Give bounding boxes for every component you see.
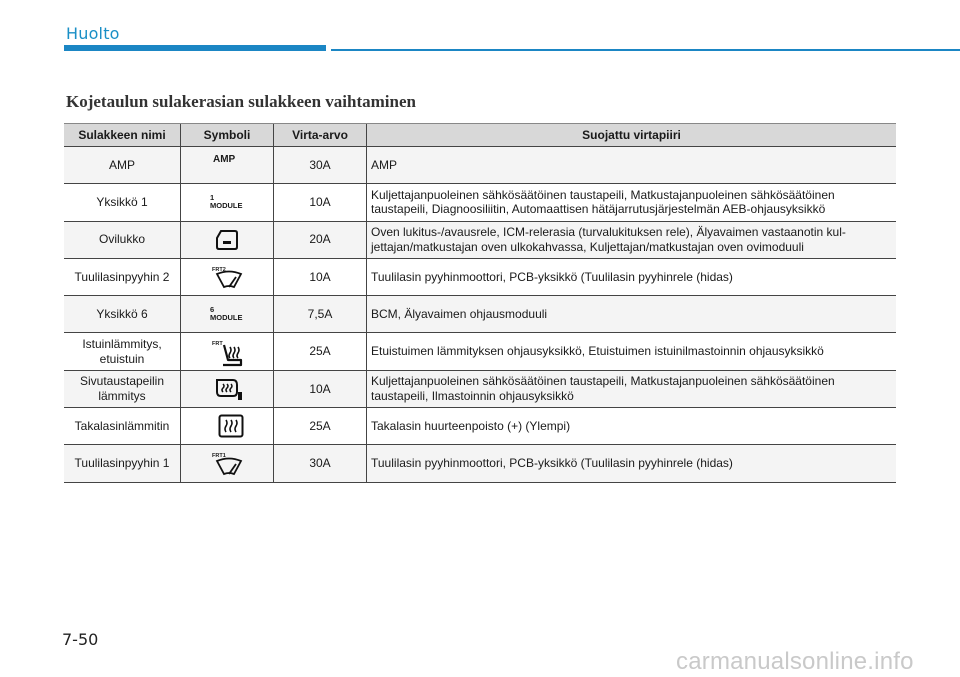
fuse-symbol: [181, 445, 274, 482]
rear-defrost-icon: [218, 414, 244, 438]
fuse-symbol: [181, 258, 274, 295]
table-row: [64, 370, 896, 407]
fuse-name: AMP: [64, 147, 181, 184]
fuse-name: Ovilukko: [64, 221, 181, 258]
fuse-symbol: [181, 147, 274, 184]
table-row: [64, 408, 896, 445]
column-header-symbol: Symboli: [181, 124, 274, 147]
module-label: MODULE: [210, 312, 243, 322]
fuse-name: Sivutaustapeilin lämmitys: [64, 370, 181, 407]
fuse-symbol: [181, 221, 274, 258]
table-row: [64, 258, 896, 295]
table-row: [64, 445, 896, 482]
fuse-rating: 30A: [274, 445, 367, 482]
module-number: 1: [210, 192, 215, 202]
table-row: [64, 184, 896, 221]
table-row: [64, 147, 896, 184]
module-1-icon: [210, 194, 243, 210]
fuse-name: Tuulilasinpyyhin 2: [64, 258, 181, 295]
section-bar-rule: [331, 49, 960, 51]
table-row: [64, 296, 896, 333]
fuse-rating: 10A: [274, 370, 367, 407]
section-title: Huolto: [66, 24, 120, 43]
fuse-symbol: [181, 408, 274, 445]
fuse-symbol: [181, 333, 274, 370]
page-number: 7-50: [62, 630, 99, 649]
fuse-circuit: Etuistuimen lämmityksen ohjausyksikkö, Etuistuimen istuinilmastoinnin ohjausyksikkö: [367, 333, 897, 370]
fuse-circuit: AMP: [367, 147, 897, 184]
fuse-table: [64, 123, 896, 483]
door-lock-icon: [215, 229, 239, 251]
symbol-tag: FRT: [212, 341, 223, 348]
fuse-circuit: Takalasin huurteenpoisto (+) (Ylempi): [367, 408, 897, 445]
fuse-circuit: Tuulilasin pyyhinmoottori, PCB-yksikkö (Tuulilasin pyyhinrele (hidas): [367, 258, 897, 295]
column-header-rating: Virta-arvo: [274, 124, 367, 147]
fuse-circuit: Oven lukitus-/avausrele, ICM-relerasia (turvalukituksen rele), Älyavaimen vastaanotin kul-jettajan/matkustajan oven ulkokahvassa, Kuljettajan/matkustajan oven ovimoduuli: [367, 221, 897, 258]
fuse-symbol: [181, 184, 274, 221]
mirror-heater-icon: [215, 376, 245, 402]
column-header-circuit: Suojattu virtapiiri: [367, 124, 897, 147]
amp-text-icon: AMP: [213, 153, 236, 165]
fuse-rating: 25A: [274, 408, 367, 445]
fuse-circuit: Kuljettajanpuoleinen sähkösäätöinen taustapeili, Matkustajanpuoleinen sähkösäätöinen taustapeili, Diagnoosiliitin, Automaattisen hätäjarrutusjärjestelmän AEB-ohjausyksikkö: [367, 184, 897, 221]
fuse-circuit: Tuulilasin pyyhinmoottori, PCB-yksikkö (Tuulilasin pyyhinrele (hidas): [367, 445, 897, 482]
page-heading: Kojetaulun sulakerasian sulakkeen vaihtaminen: [66, 92, 416, 111]
fuse-rating: 25A: [274, 333, 367, 370]
watermark-text: carmanualsonline.info: [676, 648, 914, 675]
fuse-circuit: BCM, Älyavaimen ohjausmoduuli: [367, 296, 897, 333]
fuse-rating: 20A: [274, 221, 367, 258]
fuse-name: Istuinlämmitys, etuistuin: [64, 333, 181, 370]
table-row: [64, 221, 896, 258]
fuse-rating: 30A: [274, 147, 367, 184]
table-row: [64, 333, 896, 370]
symbol-tag: FRT1: [212, 453, 226, 460]
fuse-name: Tuulilasinpyyhin 1: [64, 445, 181, 482]
section-bar-accent: [64, 45, 326, 51]
column-header-name: Sulakkeen nimi: [64, 124, 181, 147]
module-label: MODULE: [210, 200, 243, 210]
fuse-symbol: [181, 370, 274, 407]
module-number: 6: [210, 304, 215, 314]
fuse-name: Takalasinlämmitin: [64, 408, 181, 445]
fuse-name: Yksikkö 6: [64, 296, 181, 333]
fuse-rating: 10A: [274, 184, 367, 221]
table-header-row: [64, 124, 896, 147]
fuse-rating: 7,5A: [274, 296, 367, 333]
module-6-icon: [210, 306, 243, 322]
symbol-tag: FRT2: [212, 266, 226, 273]
fuse-name: Yksikkö 1: [64, 184, 181, 221]
fuse-rating: 10A: [274, 258, 367, 295]
fuse-symbol: [181, 296, 274, 333]
fuse-circuit: Kuljettajanpuoleinen sähkösäätöinen taustapeili, Matkustajanpuoleinen sähkösäätöinen taustapeili, Ilmastoinnin ohjausyksikkö: [367, 370, 897, 407]
